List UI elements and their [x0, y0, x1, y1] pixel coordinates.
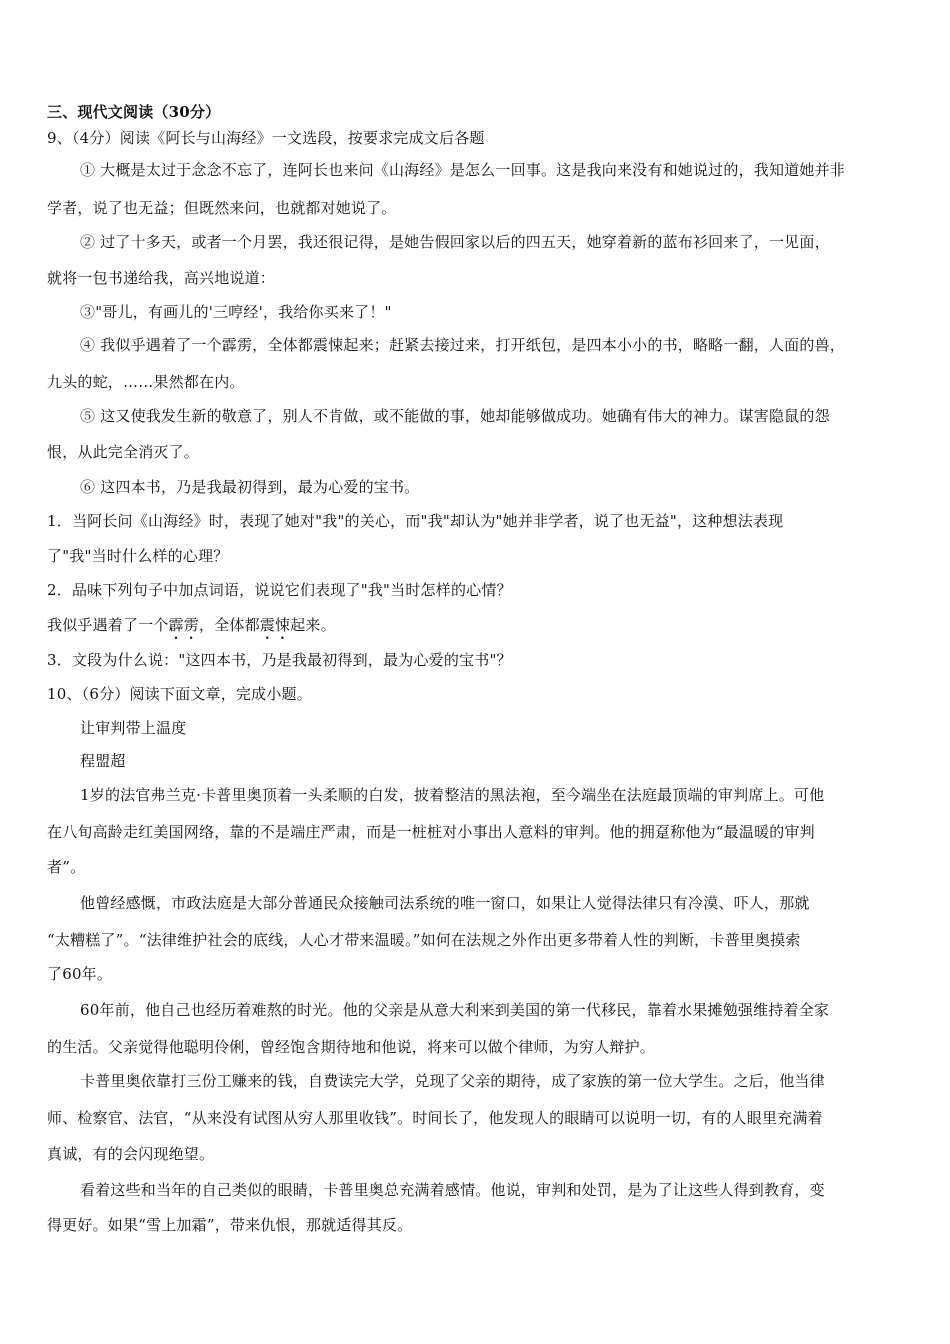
- excerpt-paragraph-4-line-1: ④ 我似乎遇着了一个霹雳，全体都震悚起来；赶紧去接过来，打开纸包，是四本小小的书，略略一翻，人面的兽，: [80, 336, 845, 354]
- article-paragraph-5-line-2: 得更好。如果“雪上加霜”，带来仇恨，那就适得其反。: [47, 1216, 413, 1234]
- excerpt-paragraph-2-line-2: 就将一包书递给我，高兴地说道：: [47, 269, 276, 287]
- sentence-part: ，全体都: [199, 616, 260, 634]
- article-paragraph-2-line-1: 他曾经感慨，市政法庭是大部分普通民众接触司法系统的唯一窗口，如果让人觉得法律只有冷漠、吓人，那就: [80, 894, 810, 912]
- article-paragraph-4-line-1: 卡普里奥依靠打三份工赚来的钱，自费读完大学，兑现了父亲的期待，成了家族的第一位大学生。之后，他当律: [80, 1072, 825, 1090]
- sub-question-3: 3．文段为什么说："这四本书，乃是我最初得到，最为心爱的宝书"？: [47, 651, 512, 669]
- article-paragraph-3-line-2: 的生活。父亲觉得他聪明伶俐，曾经饱含期待地和他说，将来可以做个律师，为穷人辩护。: [47, 1038, 656, 1056]
- article-title: 让审判带上温度: [80, 719, 187, 737]
- excerpt-paragraph-3: ③"哥儿，有画儿的'三哼经'，我给你买来了！": [80, 303, 392, 321]
- article-paragraph-3-line-1: 60年前，他自己也经历着难熬的时光。他的父亲是从意大利来到美国的第一代移民，靠着水果摊勉强维持着全家: [80, 1001, 830, 1019]
- dotted-word-zhensong: 震悚: [259, 616, 291, 634]
- article-paragraph-2-line-2: “太糟糕了”。“法律维护社会的底线，人心才带来温暖。”如何在法规之外作出更多带着人性的判断，卡普里奥摸索: [47, 931, 801, 949]
- section-heading: 三、现代文阅读（30分）: [47, 103, 221, 121]
- article-paragraph-5-line-1: 看着这些和当年的自己类似的眼睛，卡普里奥总充满着感情。他说，审判和处罚，是为了让这些人得到教育，变: [80, 1181, 825, 1199]
- sub-question-1-line-2: 了"我"当时什么样的心理？: [47, 547, 229, 565]
- article-paragraph-1-line-3: 者”。: [47, 858, 86, 876]
- article-paragraph-4-line-3: 真诚，有的会闪现绝望。: [47, 1145, 215, 1163]
- article-paragraph-1-line-2: 在八旬高龄走红美国网络，靠的不是端庄严肃，而是一桩桩对小事出人意料的审判。他的拥趸称他为“最温暖的审判: [47, 823, 815, 841]
- excerpt-paragraph-1-line-2: 学者，说了也无益；但既然来问，也就都对她说了。: [47, 199, 397, 217]
- question-9-prompt: 9、（4分）阅读《阿长与山海经》一文选段，按要求完成文后各题: [47, 129, 485, 147]
- article-paragraph-4-line-2: 师、检察官、法官，“从来没有试图从穷人那里收钱”。时间长了，他发现人的眼睛可以说明一切，有的人眼里充满着: [47, 1109, 823, 1127]
- excerpt-paragraph-1-line-1: ① 大概是太过于念念不忘了，连阿长也来问《山海经》是怎么一回事。这是我向来没有和她说过的，我知道她并非: [80, 161, 845, 179]
- article-author: 程盟超: [80, 752, 126, 770]
- excerpt-paragraph-4-line-2: 九头的蛇，……果然都在内。: [47, 373, 245, 391]
- sub-question-1-line-1: 1．当阿长问《山海经》时，表现了她对"我"的关心，而"我"却认为"她并非学者，说了也无益"，这种想法表现: [47, 512, 784, 530]
- sentence-part: 我似乎遇着了一个: [47, 616, 169, 634]
- article-paragraph-2-line-3: 了60年。: [47, 965, 113, 983]
- excerpt-paragraph-2-line-1: ② 过了十多天，或者一个月罢，我还很记得，是她告假回家以后的四五天，她穿着新的蓝布衫回来了，一见面，: [80, 233, 830, 251]
- question-10-prompt: 10、（6分）阅读下面文章，完成小题。: [47, 685, 312, 703]
- excerpt-paragraph-6: ⑥ 这四本书，乃是我最初得到，最为心爱的宝书。: [80, 478, 420, 496]
- sentence-part: 起来。: [290, 616, 336, 634]
- dotted-word-pili: 霹雳: [168, 616, 200, 634]
- article-paragraph-1-line-1: 1岁的法官弗兰克·卡普里奥顶着一头柔顺的白发，披着整洁的黑法袍，至今端坐在法庭最顶端的审判席上。可他: [80, 786, 825, 804]
- sub-question-2: 2．品味下列句子中加点词语，说说它们表现了"我"当时怎样的心情？: [47, 581, 512, 599]
- excerpt-paragraph-5-line-1: ⑤ 这又使我发生新的敬意了，别人不肯做，或不能做的事，她却能够做成功。她确有伟大的神力。谋害隐鼠的怨: [80, 407, 830, 425]
- excerpt-paragraph-5-line-2: 恨，从此完全消灭了。: [47, 443, 200, 461]
- sub-question-2-sentence: [47, 615, 336, 643]
